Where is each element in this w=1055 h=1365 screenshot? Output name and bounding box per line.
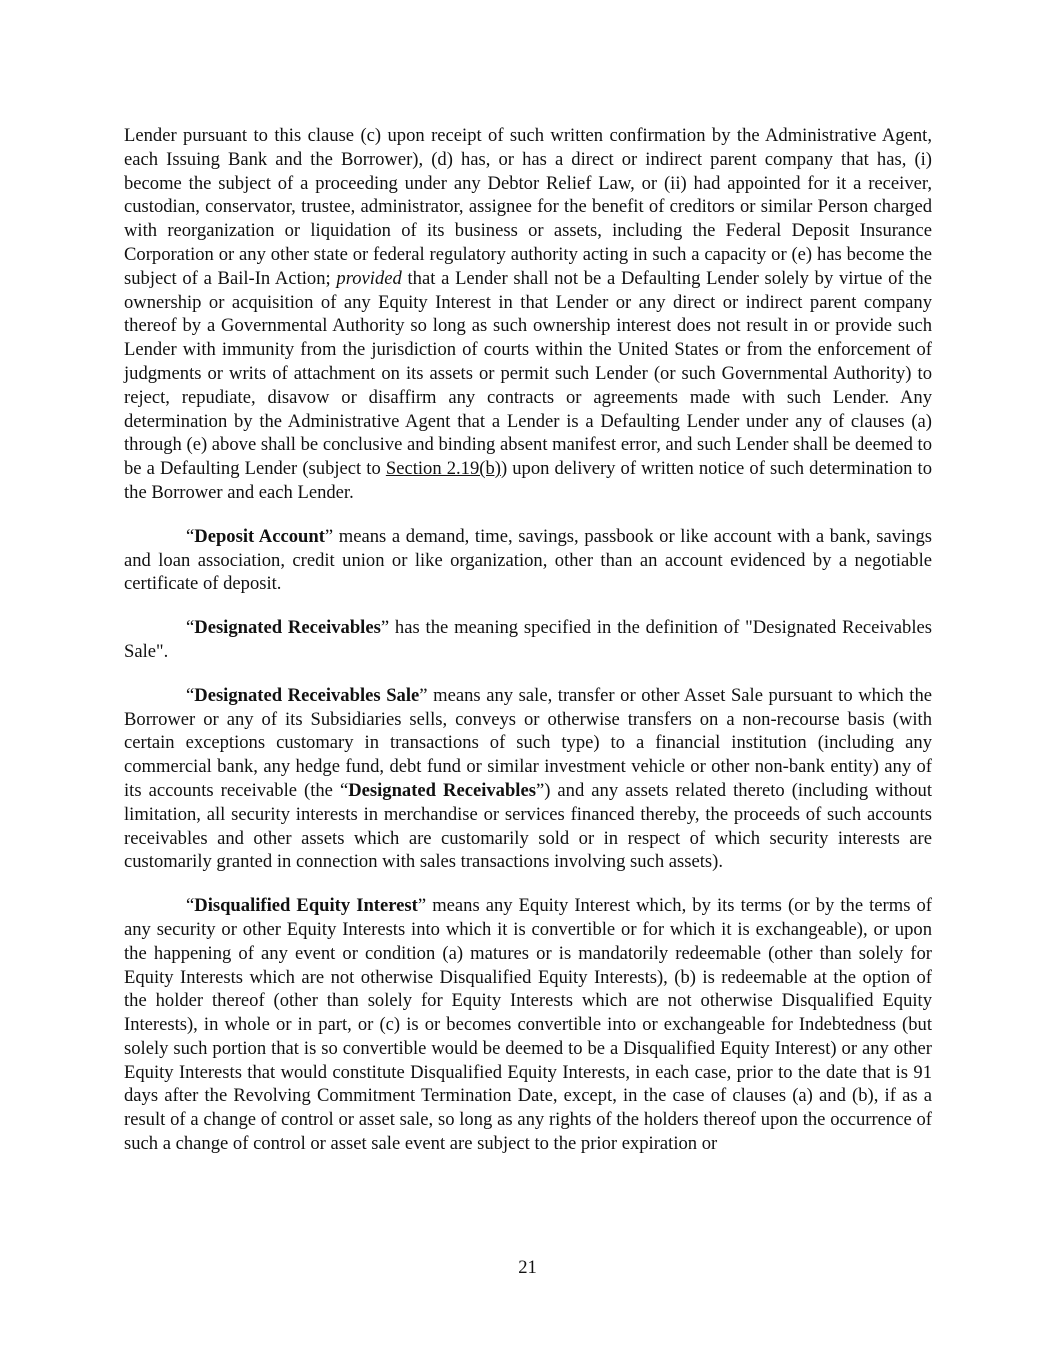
defined-term: Disqualified Equity Interest [194, 895, 418, 917]
definition-designated-receivables [124, 616, 932, 664]
provided-italic-text: provided [336, 267, 402, 289]
paragraph-text: ) upon delivery of written notice of such determination to the Borrower and each Lender. [124, 458, 932, 503]
close-quote: ” [324, 525, 334, 547]
definition-text: means any Equity Interest which, by its terms (or by the terms of any security or other Equity Interests into which it is convertible or for which it is exchangeable), or upon the happening of any event or condition (a) matures or is mandatorily redeemable (other than solely for Equity Interests which are not otherwise Disqualified Equity Interests), (b) is redeemable at the option of the holder thereof (other than solely for Equity Interests which are not otherwise Disqualified Equity Interests), in whole or in part, or (c) is or becomes convertible into or exchangeable for Indebtedness (but solely such portion that is so convertible would be deemed to be a Disqualified Equity Interest) or any other Equity Interests that would constitute Disqualified Equity Interests, in each case, prior to the date that is 91 days after the Revolving Commitment Termination Date, except, in the case of clauses (a) and (b), if as a result of a change of control or asset sale, so long as any rights of the holders thereof upon the occurrence of such a change of control or asset sale event are subject to the prior expiration or [124, 895, 933, 1155]
defaulting-lender-continuation-paragraph [124, 124, 932, 505]
open-quote: “ [186, 617, 195, 639]
close-quote: ” [417, 895, 427, 917]
inline-defined-term: Designated Receivables [348, 779, 536, 801]
definition-disqualified-equity-interest [124, 894, 932, 1156]
defined-term: Deposit Account [194, 525, 325, 547]
close-quote: ” [380, 617, 390, 639]
document-page-body [124, 124, 932, 1176]
definition-text: has the meaning specified in the definition of "Designated Receivables Sale". [124, 617, 932, 662]
open-quote: “ [186, 895, 195, 917]
open-quote: “ [186, 525, 195, 547]
open-quote: “ [186, 684, 195, 706]
definition-deposit-account [124, 525, 932, 596]
paragraph-text: that a Lender shall not be a Defaulting Lender solely by virtue of the ownership or acquisition of any Equity Interest in that Lender or any direct or indirect parent company thereof by a Governmental Authority so long as such ownership interest does not result in or provide such Lender with immunity from the jurisdiction of courts within the United States or from the enforcement of judgments or writs of attachment on its assets or permit such Lender (or such Governmental Authority) to reject, repudiate, disavow or disaffirm any contracts or agreements made with such Lender. Any determination by the Administrative Agent that a Lender is a Defaulting Lender under any of clauses (a) through (e) above shall be conclusive and binding absent manifest error, and such Lender shall be deemed to be a Defaulting Lender (subject to [124, 267, 932, 480]
defined-term: Designated Receivables Sale [194, 684, 420, 706]
definition-text: ”) and any assets related thereto (including without limitation, all security interests in merchandise or services financed thereby, the proceeds of such accounts receivables and other assets which are customarily sold or in respect of which security interests are customarily granted in connection with sales transactions involving such assets). [124, 779, 932, 873]
definition-designated-receivables-sale [124, 684, 932, 874]
definition-text: means any sale, transfer or other Asset Sale pursuant to which the Borrower or any of its Subsidiaries sells, conveys or otherwise transfers on a non-recourse basis (with certain exceptions customary in transactions of such type) to a financial institution (including any commercial bank, any hedge fund, debt fund or similar investment vehicle or other non-bank entity) any of its accounts receivable (the “ [124, 684, 932, 801]
paragraph-text: Lender pursuant to this clause (c) upon receipt of such written confirmation by the Administrative Agent, each Issuing Bank and the Borrower), (d) has, or has a direct or indirect parent company that has, (i) become the subject of a proceeding under any Debtor Relief Law, or (ii) had appointed for it a receiver, custodian, conservator, trustee, administrator, assignee for the benefit of creditors or similar Person charged with reorganization or liquidation of its business or assets, including the Federal Deposit Insurance Corporation or any other state or federal regulatory authority acting in such a capacity or (e) has become the subject of a Bail-In Action; [124, 125, 932, 289]
section-cross-reference-link[interactable]: Section 2.19(b) [385, 458, 501, 480]
page-number: 21 [518, 1257, 537, 1278]
defined-term: Designated Receivables [194, 617, 381, 639]
definition-text: means a demand, time, savings, passbook or like account with a bank, savings and loan association, credit union or like organization, other than an account evidenced by a negotiable certificate of deposit. [124, 525, 933, 595]
close-quote: ” [419, 684, 428, 706]
